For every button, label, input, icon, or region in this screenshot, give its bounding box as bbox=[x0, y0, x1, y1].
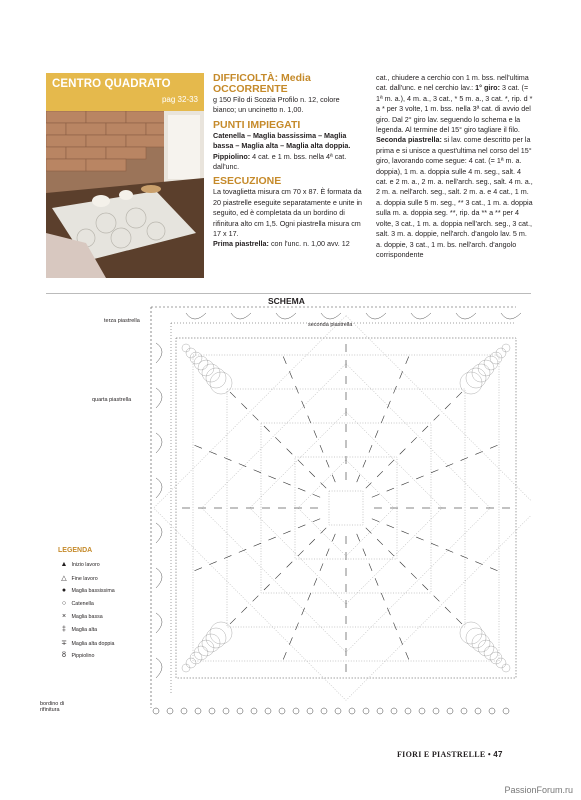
col2-text-2: 3 cat. (= 1ª m. a.), 4 m. a., 3 cat., * 5 m. a., 3 cat. *, rip. d * a * per 3 volte, 1 m. bss. nella 3ª cat. di avvio del giro. Dal 2° giro lav. seguendo lo schema e la legenda. Al termine del 15° giro tagliare il filo. bbox=[376, 83, 533, 135]
watermark: PassionForum.ru bbox=[504, 785, 573, 795]
instructions-column-2 bbox=[376, 73, 534, 260]
first-tile-paragraph bbox=[213, 239, 363, 249]
legend-label: Pippiolino bbox=[70, 653, 95, 659]
materials-text: g 150 Filo di Scozia Profilo n. 12, colore bianco; un uncinetto n. 1,00. bbox=[213, 95, 340, 115]
legend-item bbox=[58, 600, 94, 607]
legend-item bbox=[58, 626, 97, 633]
legend-label: Maglia bassa bbox=[70, 614, 103, 620]
legend-title: LEGENDA bbox=[58, 547, 93, 554]
legend-item bbox=[58, 613, 103, 620]
pippiolino-paragraph bbox=[213, 152, 363, 173]
legend-label: Maglia alta doppia bbox=[70, 641, 115, 647]
legend-item bbox=[58, 587, 115, 594]
photo-header-band bbox=[46, 73, 204, 111]
legend-item bbox=[58, 652, 94, 659]
instructions-column-1 bbox=[213, 73, 363, 250]
round-1-label: 1° giro: bbox=[475, 83, 500, 93]
legend-item bbox=[58, 639, 114, 647]
page-reference: pag 32-33 bbox=[161, 95, 198, 104]
page-number: 47 bbox=[493, 750, 503, 759]
legend-symbol-icon: ● bbox=[61, 587, 67, 594]
label-third-tile: terza piastrella bbox=[104, 318, 140, 324]
legend-symbol-icon: ∓ bbox=[61, 640, 67, 647]
second-tile-text: si lav. come descritto per la prima e si unisce a quest'ultima nel corso del 15° giro, lavorando come segue: 4 cat. (= 1ª m. a. doppia), 1 m. a. doppia sulle 4 m. seg., salt. 4 cat. e 2 m. a., 2 m. a. nell'arch. seg., salt. 4 m. a., 2 m. a. nell'arch. seg., salt. 2 m. a. e 4 cat., 1 m. a. doppia sulle 5 m. seg., ** 3 cat., 1 m. a. doppia sulla m. a. doppia seg. **, rip. da ** a ** per 4 volte, 3 cat., 1 m. a. doppia nell'arch. seg., 3 cat., salt. 3 m. a. doppie, nell'arch. d'angolo lav. 5 m. a. doppie, 3 cat., 1 m. bs. nell'arch. d'angolo corrispondente bbox=[376, 135, 533, 259]
label-border: bordino di rifinitura bbox=[40, 701, 65, 713]
first-tile-text: con l'unc. n. 1,00 avv. 12 bbox=[270, 239, 350, 249]
pippiolino-text: 4 cat. e 1 m. bss. nella 4ª cat. dall'unc. bbox=[213, 151, 347, 172]
execution-heading: ESECUZIONE bbox=[213, 175, 282, 188]
label-second-tile: seconda piastrella bbox=[308, 322, 353, 328]
materials-heading: OCCORRENTE bbox=[213, 83, 288, 95]
execution-text: La tovaglietta misura cm 70 x 87. È formata da 20 piastrelle eseguite separatamente e unite in seguito, ed è completata da un bordino di rifinitura alto cm 1,5. Ogni piastrella misura cm 17 x 17. bbox=[213, 187, 363, 239]
pippiolino-label: Pippiolino: bbox=[213, 151, 251, 161]
legend-label: Fine lavoro bbox=[70, 576, 98, 582]
legend-label: Inizio lavoro bbox=[70, 562, 100, 568]
magazine-name: FIORI E PIASTRELLE bbox=[397, 750, 486, 759]
chart-title: SCHEMA bbox=[268, 296, 305, 306]
stitches-text: Catenella – Maglia bassissima – Maglia bassa – Maglia alta – Maglia alta doppia. bbox=[213, 130, 351, 151]
second-tile-label: Seconda piastrella: bbox=[376, 135, 442, 145]
crochet-diagram bbox=[46, 293, 531, 740]
first-tile-label: Prima piastrella: bbox=[213, 239, 269, 249]
difficulty-heading: DIFFICOLTÀ: Media bbox=[213, 72, 311, 84]
second-tile-paragraph bbox=[376, 135, 534, 260]
legend-label: Maglia bassissima bbox=[70, 588, 115, 594]
page-footer bbox=[397, 750, 503, 759]
legend-label: Catenella bbox=[70, 601, 94, 607]
footer-separator: • bbox=[487, 750, 491, 759]
legend-symbol-icon: ○ bbox=[61, 600, 67, 607]
crochet-chart bbox=[40, 293, 531, 740]
legend-item bbox=[58, 574, 98, 582]
project-photo bbox=[46, 73, 204, 278]
legend-item bbox=[58, 561, 100, 568]
label-fourth-tile: quarta piastrella bbox=[92, 397, 132, 403]
legend-symbol-icon: △ bbox=[61, 575, 67, 582]
legend-symbol-icon: ȣ bbox=[62, 652, 66, 659]
col2-text-1: cat., chiudere a cerchio con 1 m. bss. nell'ultima cat. dall'unc. e nel cerchio lav.: bbox=[376, 73, 529, 93]
legend-symbol-icon: ‡ bbox=[62, 626, 66, 633]
project-title: CENTRO QUADRATO bbox=[52, 78, 171, 90]
legend-label: Maglia alta bbox=[70, 627, 98, 633]
legend-symbol-icon: × bbox=[61, 613, 67, 620]
stitches-heading: PUNTI IMPIEGATI bbox=[213, 118, 301, 131]
col2-paragraph-1 bbox=[376, 73, 534, 135]
legend-symbol-icon: ▲ bbox=[60, 561, 68, 568]
